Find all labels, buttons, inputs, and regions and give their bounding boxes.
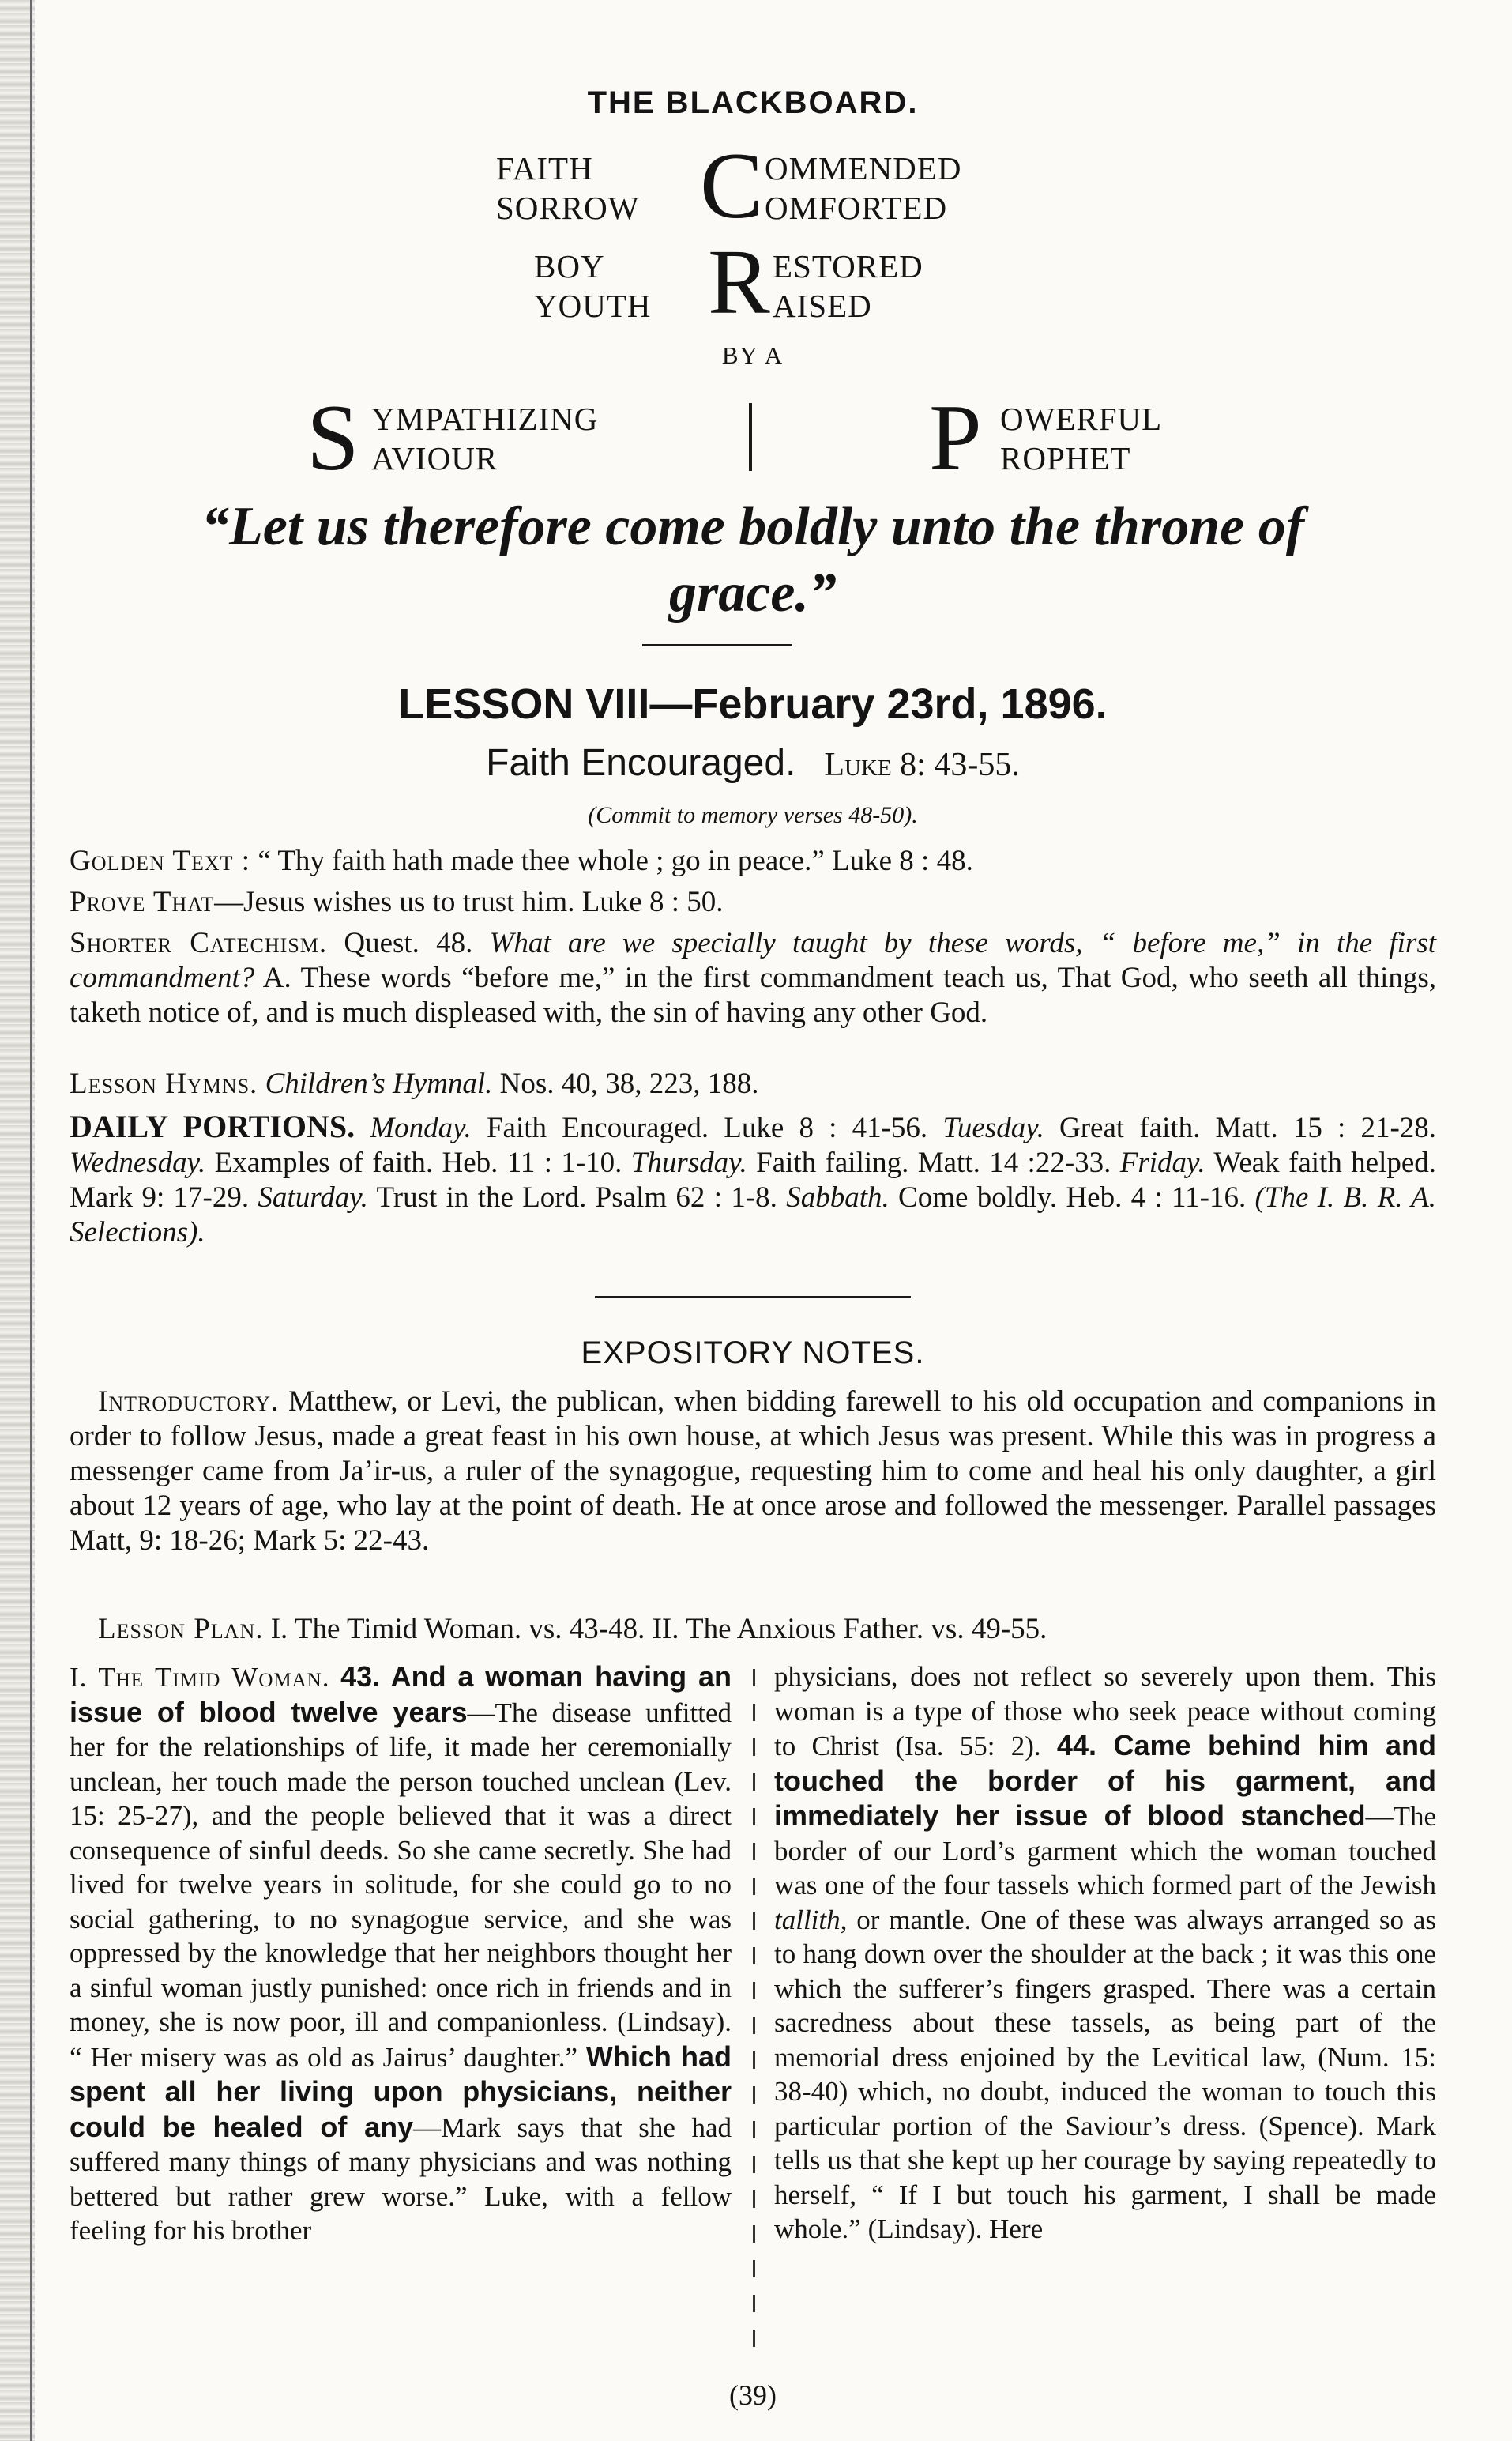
acrostic-row3-left: YMPATHIZING AVIOUR [371,401,599,477]
day-monday-text: Faith Encouraged. Luke 8 : 41-56. [486,1112,928,1144]
page-number: (39) [729,2379,777,2411]
acrostic-row1-right: OMMENDED OMFORTED [765,150,962,226]
verse-44: 44. Came behind him and touched the border of his garment, and immediately her issue of blood stanched [774,1729,1437,1832]
day-wednesday: Wednesday. [70,1147,206,1179]
day-thursday-text: Faith failing. Matt. 14 :22-33. [756,1147,1111,1179]
introductory-label: Introductory. [98,1385,280,1418]
day-monday: Monday. [370,1112,472,1144]
golden-text [70,844,1436,879]
acrostic-row3-capital-left: S [307,385,359,490]
commit-to-memory: (Commit to memory verses 48-50). [588,802,918,828]
book-spine-edge [0,0,35,2441]
column-left [70,1659,732,2248]
tallith-word: tallith, [774,1904,848,1935]
column-separator [753,1669,755,2349]
golden-text-label: Golden Text : [70,845,251,877]
lesson-title: LESSON VIII—February 23rd, 1896. [398,680,1108,728]
hymns-numbers: Nos. 40, 38, 223, 188. [499,1068,759,1100]
prove-that-label: Prove That [70,886,215,918]
prove-that-body: —Jesus wishes us to trust him. Luke 8 : 50. [214,886,724,918]
day-saturday: Saturday. [258,1181,368,1214]
acrostic-row2-capital: R [708,230,770,333]
catechism-quest: Quest. 48. [344,927,473,959]
day-tuesday-text: Great faith. Matt. 15 : 21-28. [1059,1112,1437,1144]
blackletter-quote: “Let us therefore come boldly unto the throne of grace.” [201,496,1305,623]
rule-short [642,644,792,646]
lesson-plan-label: Lesson Plan. [98,1613,264,1645]
daily-portions-label: DAILY PORTIONS. [70,1109,355,1144]
daily-source: (The I. B. R. A. Selections). [70,1181,1437,1249]
introductory-body: Matthew, or Levi, the publican, when bidding farewell to his old occupation and companions in order to follow Jesus, made a great feast in his own house, at which Jesus was present. While this was in progress a messenger came from Ja’ir-us, a ruler of the synagogue, requesting him to come and heal his only daughter, a girl about 12 years of age, who lay at the point of death. He at once arose and followed the messenger. Parallel passages Matt, 9: 18-26; Mark 5: 22-43. [70,1385,1436,1557]
acrostic-row1-capital: C [700,133,764,238]
acrostic-row3-capital-right: P [929,385,982,490]
blackboard-title: THE BLACKBOARD. [587,85,919,120]
day-friday-text: Weak faith helped. Mark 9: 17-29. [70,1147,1437,1214]
verse-43-note: —The disease unfitted her for the relationships of life, it made her ceremonially unclean, her touch made the person touched unclean (Lev. 15: 25-27), and the people believed that it was a direct consequence of sinful deeds. So she came secretly. She had lived for twelve years in solitude, for she could go to no social gathering, to no synagogue service, and she was oppressed by the knowledge that her neighbors thought her a sinful woman justly punished: once rich in friends and in money, she is now poor, ill and companionless. (Lindsay). “ Her misery was as old as Jairus’ daughter.” [70,1697,732,2073]
lesson-subtitle: Faith Encouraged. [486,742,796,784]
rule-long [595,1296,911,1298]
lesson-plan [70,1612,1436,1647]
section-heading-timid-woman: I. The Timid Woman. [70,1662,330,1693]
by-a-label: BY A [721,341,784,369]
day-wednesday-text: Examples of faith. Heb. 11 : 1-10. [214,1147,622,1179]
lesson-hymns [70,1067,1436,1102]
shorter-catechism [70,926,1436,1030]
day-sabbath: Sabbath. [786,1181,890,1214]
verse-44-note-a: —The border of our Lord’s garment which the woman touched was one of the four tassels which formed part of the Jewish [774,1801,1436,1900]
acrostic-row2-left: BOY YOUTH [534,248,652,324]
catechism-answer: A. These words “before me,” in the first commandment teach us, That God, who seeth all things, taketh notice of, and is much displeased with, the sin of having any other God. [70,962,1436,1029]
hymns-label: Lesson Hymns. [70,1068,258,1100]
prove-that [70,885,1436,920]
column-right [774,1659,1436,2247]
day-friday: Friday. [1119,1147,1205,1179]
lesson-subtitle-line [70,741,1436,785]
acrostic-row3-right: OWERFUL ROPHET [1000,401,1163,477]
day-thursday: Thursday. [630,1147,747,1179]
catechism-label: Shorter Catechism. [70,927,328,959]
day-sabbath-text: Come boldly. Heb. 4 : 11-16. [898,1181,1247,1214]
expository-notes-title: EXPOSITORY NOTES. [581,1335,925,1370]
verse-43-continued: Which had spent all her living upon physicians, neither could be healed of any [70,2040,732,2143]
verse-43b-note: —Mark says that she had suffered many things of many physicians and was nothing bettered but rather grew worse.” Luke, with a fellow feeling for his brother [70,2111,732,2246]
acrostic-row1-left: FAITH SORROW [496,150,640,226]
daily-portions [70,1109,1436,1250]
verse-43: 43. And a woman having an issue of blood twelve years [70,1660,732,1728]
lesson-reference: Luke 8: 43-55. [824,747,1020,783]
hymns-book: Children’s Hymnal. [265,1068,493,1100]
day-saturday-text: Trust in the Lord. Psalm 62 : 1-8. [376,1181,777,1214]
verse-44-note-b: or mantle. One of these was always arranged so as to hang down over the shoulder at the back ; it was this one which the sufferer’s fingers grasped. There was a certain sacredness about these tassels, as being part of the memorial dress enjoined by the Levitical law, (Num. 15: 38-40) which, no doubt, induced the woman to touch this particular portion of the Saviour’s dress. (Spence). Mark tells us that she kept up her courage by saying repeatedly to herself, “ If I but touch his garment, I shall be made whole.” (Lindsay). Here [774,1904,1437,2244]
acrostic-row2-right: ESTORED AISED [773,248,923,324]
day-tuesday: Tuesday. [942,1112,1044,1144]
golden-text-body: “ Thy faith hath made thee whole ; go in peace.” Luke 8 : 48. [258,845,973,877]
catechism-question: What are we specially taught by these words, “ before me,” in the first commandment? [70,927,1436,994]
introductory [70,1384,1436,1558]
lesson-plan-body: I. The Timid Woman. vs. 43-48. II. The Anxious Father. vs. 49-55. [270,1613,1047,1645]
acrostic-divider [749,403,752,471]
physicians-note: physicians, does not reflect so severely upon them. This woman is a type of those who seek peace without coming to Christ (Isa. 55: 2). [774,1661,1436,1761]
